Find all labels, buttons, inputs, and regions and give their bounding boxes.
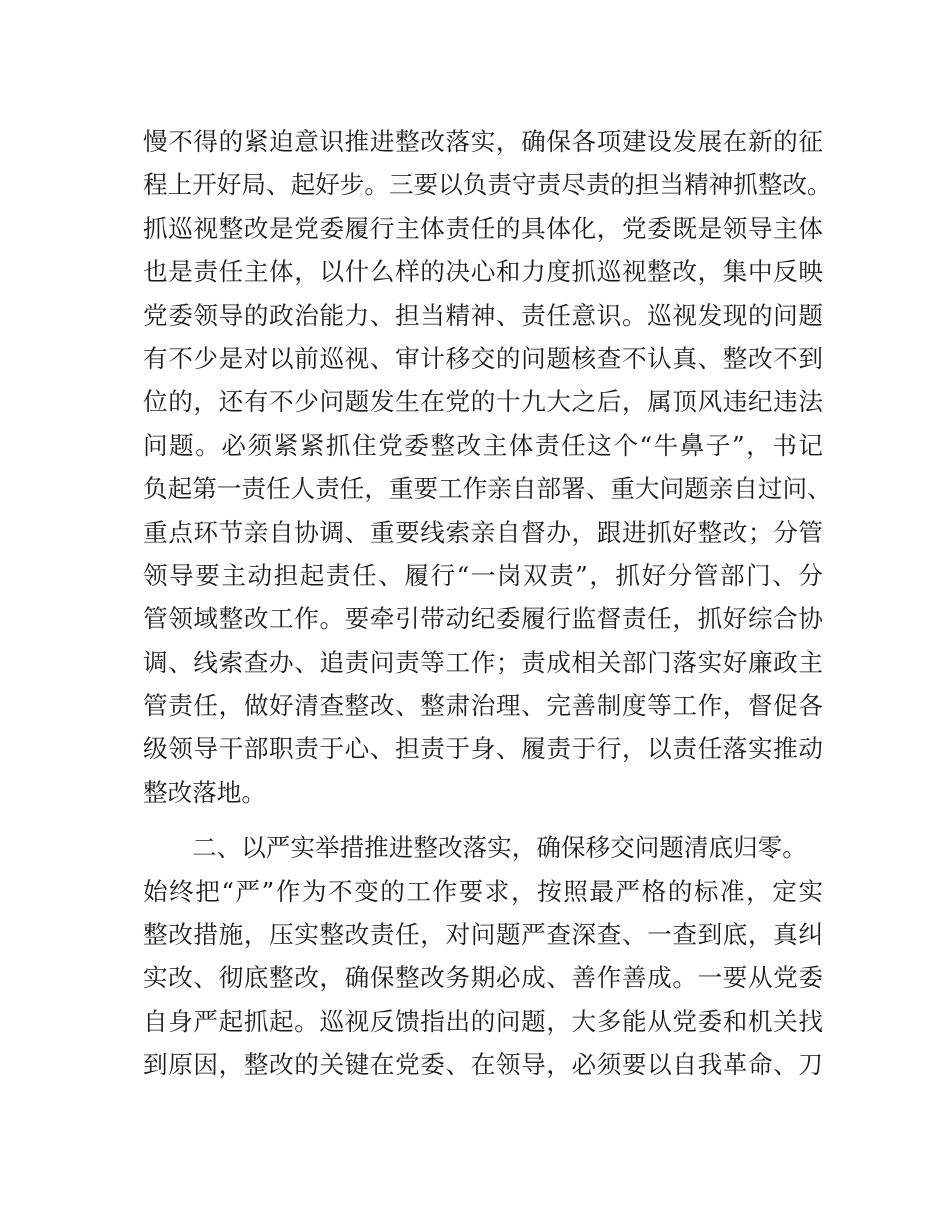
text-line: 有不少是对以前巡视、审计移交的问题核查不认真、整改不到	[143, 343, 823, 373]
text-line: 抓巡视整改是党委履行主体责任的具体化，党委既是领导主体	[143, 213, 823, 243]
text-line: 程上开好局、起好步。三要以负责守责尽责的担当精神抓整改。	[143, 170, 832, 200]
text-line: 实改、彻底整改，确保整改务期必成、善作善成。一要从党委	[143, 963, 823, 993]
paragraph-2	[143, 826, 823, 1086]
text-line: 也是责任主体，以什么样的决心和力度抓巡视整改，集中反映	[143, 257, 823, 287]
text-line: 领导要主动担起责任、履行“一岗双责”，抓好分管部门、分	[143, 560, 823, 590]
text-line: 整改措施，压实整改责任，对问题严查深查、一查到底，真纠	[143, 920, 823, 950]
section-heading-line: 二、以严实举措推进整改落实，确保移交问题清底归零。	[192, 833, 807, 863]
text-line: 问题。必须紧紧抓住党委整改主体责任这个“牛鼻子”，书记	[143, 430, 823, 460]
text-line: 重点环节亲自协调、重要线索亲自督办，跟进抓好整改；分管	[143, 517, 823, 547]
text-line: 负起第一责任人责任，重要工作亲自部署、重大问题亲自过问、	[143, 474, 832, 504]
text-line: 整改落地。	[143, 777, 266, 807]
text-line: 到原因，整改的关键在党委、在领导，必须要以自我革命、刀	[143, 1050, 823, 1080]
text-line: 级领导干部职责于心、担责于身、履责于行，以责任落实推动	[143, 734, 823, 764]
paragraph-1	[143, 120, 832, 814]
text-line: 慢不得的紧迫意识推进整改落实，确保各项建设发展在新的征	[143, 127, 823, 156]
text-line: 党委领导的政治能力、担当精神、责任意识。巡视发现的问题	[143, 300, 823, 330]
document-body	[143, 120, 832, 1087]
text-line: 调、线索查办、追责问责等工作；责成相关部门落实好廉政主	[143, 647, 823, 677]
text-line: 位的，还有不少问题发生在党的十九大之后，属顶风违纪违法	[143, 387, 823, 417]
paragraph-gap	[143, 814, 823, 826]
text-line: 管责任，做好清查整改、整肃治理、完善制度等工作，督促各	[143, 691, 823, 721]
text-line: 管领域整改工作。要牵引带动纪委履行监督责任，抓好综合协	[143, 604, 823, 634]
text-line: 始终把“严”作为不变的工作要求，按照最严格的标准，定实	[143, 876, 823, 906]
text-line: 自身严起抓起。巡视反馈指出的问题，大多能从党委和机关找	[143, 1006, 823, 1036]
